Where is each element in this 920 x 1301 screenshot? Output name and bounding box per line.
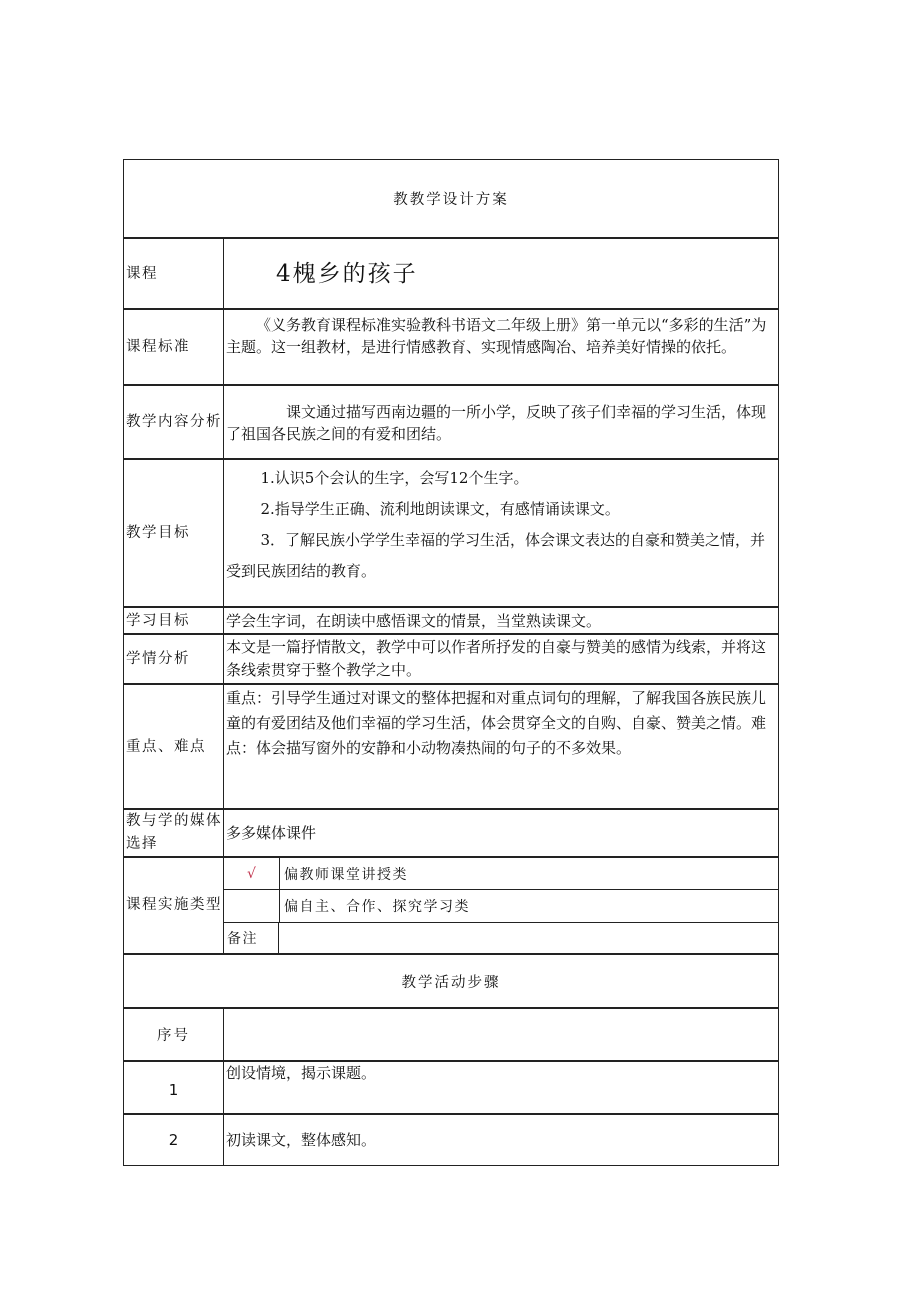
content-analysis-row xyxy=(123,385,779,459)
step-row xyxy=(123,1061,779,1114)
media-label: 教与学的媒体选择 xyxy=(126,813,222,852)
teaching-goals-label: 教学目标 xyxy=(126,525,190,541)
steps-header-row xyxy=(123,1008,779,1061)
check-mark-cell xyxy=(224,889,280,922)
learning-goals-text: 学会生字词，在朗读中感悟课文的情景，当堂熟读课文。 xyxy=(223,608,778,633)
steps-title: 教学活动步骤 xyxy=(401,974,501,991)
learning-goals-label: 学习目标 xyxy=(126,612,190,629)
key-points-label: 重点、难点 xyxy=(126,738,206,755)
steps-header-no: 序号 xyxy=(157,1028,190,1044)
steps-header-content xyxy=(223,1009,778,1060)
learner-analysis-label: 学情分析 xyxy=(126,651,190,667)
teaching-goal-item: 2.指导学生正确、流利地朗读课文，有感情诵读课文。 xyxy=(260,500,620,518)
implementation-option-text: 偏教师课堂讲授类 xyxy=(284,866,408,883)
step-text: 初读课文，整体感知。 xyxy=(223,1115,778,1165)
implementation-option xyxy=(224,889,778,923)
implementation-option xyxy=(224,858,778,890)
standard-label: 课程标准 xyxy=(126,339,190,355)
teaching-goals-row xyxy=(123,459,779,607)
title-row xyxy=(123,159,779,238)
learner-analysis-text: 本文是一篇抒情散文，教学中可以作者所抒发的自豪与赞美的感情为线索，并将这条线索贯穿于整个教学之中。 xyxy=(226,638,767,679)
key-points-text: 重点：引导学生通过对课文的整体把握和对重点词句的理解，了解我国各族民族儿童的有爱团结及他们幸福的学习生活，体会贯穿全文的自购、自豪、赞美之情。难点：体会描写窗外的安静和小动物凑热闹的句子的不多效果。 xyxy=(226,689,767,757)
media-text: 多多媒体课件 xyxy=(223,810,778,856)
step-row xyxy=(123,1114,779,1166)
steps-title-row xyxy=(123,954,779,1008)
course-row xyxy=(123,238,779,309)
check-mark-icon: √ xyxy=(224,858,280,889)
key-points-row xyxy=(123,684,779,809)
implementation-label: 课程实施类型 xyxy=(126,897,222,913)
step-number: 2 xyxy=(168,1131,179,1149)
standard-row xyxy=(123,309,779,385)
teaching-goal-item: 1.认识5个会认的生字，会写12个生字。 xyxy=(260,469,529,487)
standard-text: 《义务教育课程标准实验教科书语文二年级上册》第一单元以“多彩的生活”为主题。这一组教材，是进行情感教育、实现情感陶冶、培养美好情操的依托。 xyxy=(226,316,767,356)
learner-analysis-row xyxy=(123,634,779,684)
step-text: 创设情境，揭示课题。 xyxy=(223,1062,778,1113)
teaching-goal-item: 3．了解民族小学学生幸福的学习生活，体会课文表达的自豪和赞美之情，并受到民族团结的教育。 xyxy=(226,531,766,580)
implementation-option-text: 偏自主、合作、探究学习类 xyxy=(284,898,470,915)
media-row xyxy=(123,809,779,857)
content-analysis-label: 教学内容分析 xyxy=(126,414,222,430)
learning-goals-row xyxy=(123,607,779,634)
remark-row xyxy=(224,922,778,953)
content-analysis-text: 课文通过描写西南边疆的一所小学，反映了孩子们幸福的学习生活，体现了祖国各民族之间的有爱和团结。 xyxy=(226,403,767,443)
remark-label: 备注 xyxy=(224,922,279,953)
course-title: 4槐乡的孩子 xyxy=(223,239,778,308)
step-number: 1 xyxy=(168,1080,179,1099)
implementation-row xyxy=(123,857,779,954)
document-title: 教教学设计方案 xyxy=(393,192,509,208)
course-label: 课程 xyxy=(126,265,158,282)
